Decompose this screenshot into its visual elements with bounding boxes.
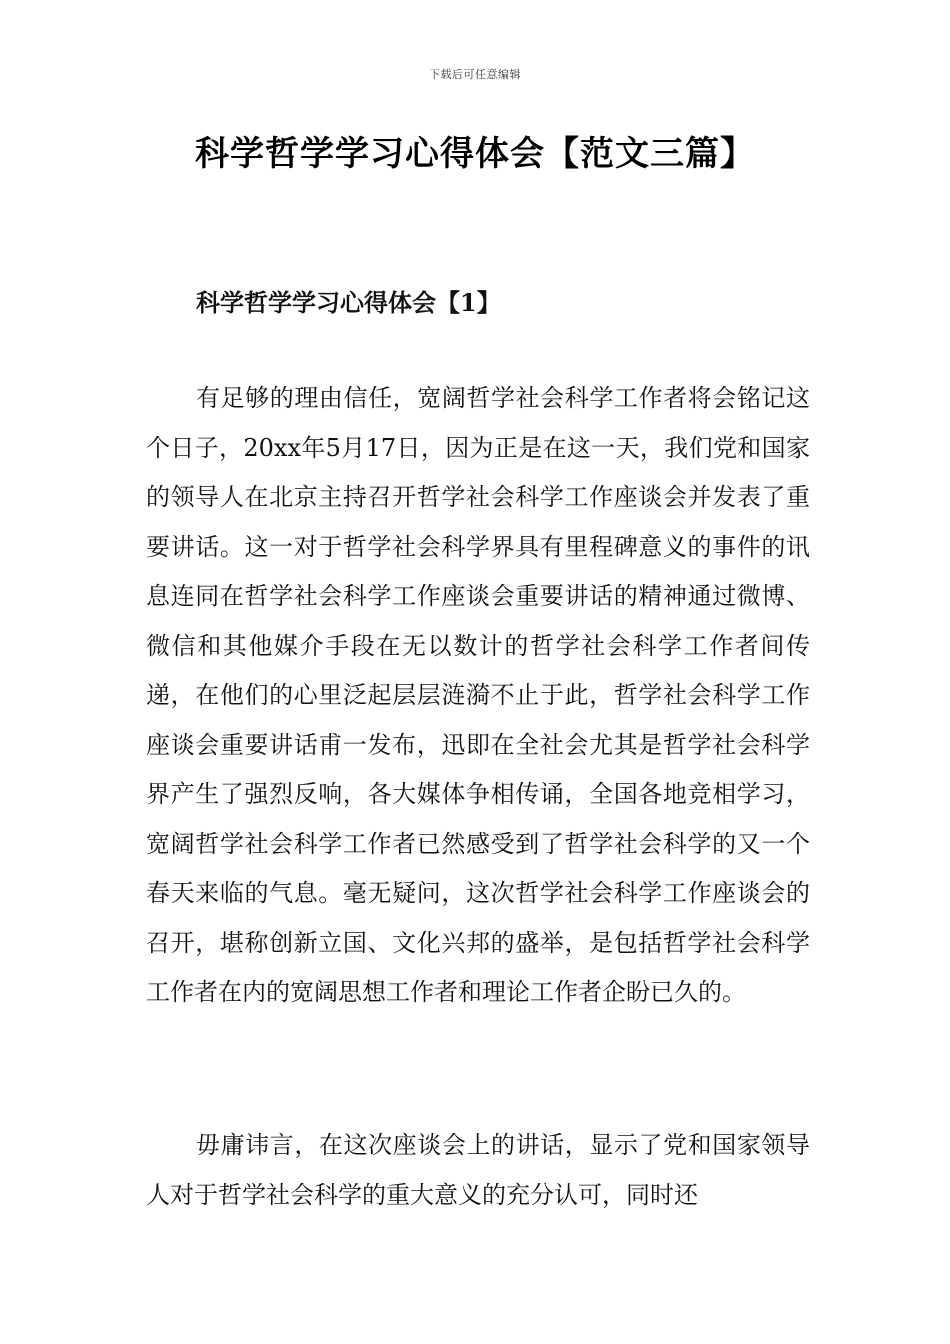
header-note: 下载后可任意编辑 (429, 68, 521, 81)
body-paragraph: 有足够的理由信任，宽阔哲学社会科学工作者将会铭记这个日子，20xx年5月17日，因为正是在这一天，我们党和国家的领导人在北京主持召开哲学社会科学工作座谈会并发表了重要讲话。这一对于哲学社会科学界具有里程碑意义的事件的讯息连同在哲学社会科学工作座谈会重要讲话的精神通过微博、微信和其他媒介手段在无以数计的哲学社会科学工作者间传递，在他们的心里泛起层层涟漪不止于此，哲学社会科学工作座谈会重要讲话甫一发布，迅即在全社会尤其是哲学社会科学界产生了强烈反响，各大媒体争相传诵，全国各地竞相学习，宽阔哲学社会科学工作者已然感受到了哲学社会科学的又一个春天来临的气息。毫无疑问，这次哲学社会科学工作座谈会的召开，堪称创新立国、文化兴邦的盛举，是包括哲学社会科学工作者在内的宽阔思想工作者和理论工作者企盼已久的。 (146, 384, 810, 1006)
document-title: 科学哲学学习心得体会【范文三篇】 (195, 134, 755, 174)
section-heading: 科学哲学学习心得体会【1】 (196, 288, 501, 317)
body-paragraph: 毋庸讳言，在这次座谈会上的讲话，显示了党和国家领导人对于哲学社会科学的重大意义的充分认可，同时还 (146, 1131, 810, 1209)
